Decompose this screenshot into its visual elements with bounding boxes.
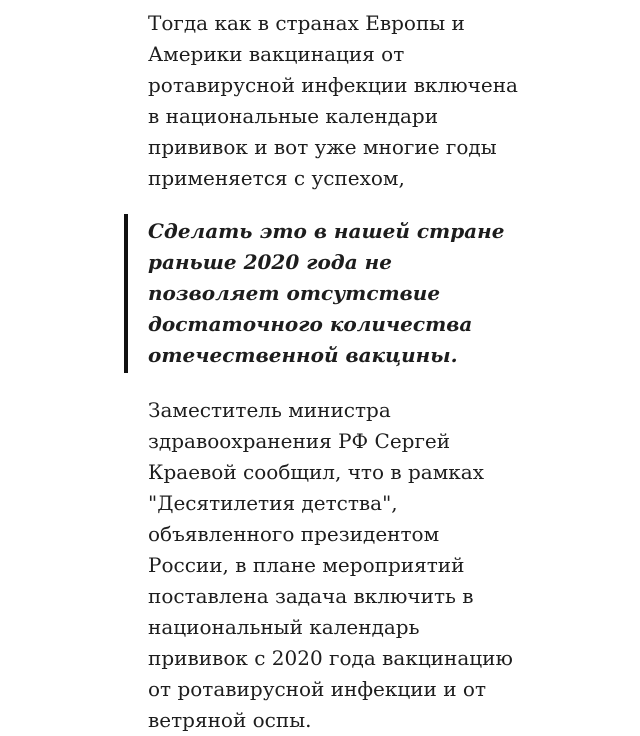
pull-quote-text: Сделать это в нашей стране раньше 2020 года не позволяет отсутствие достаточного количества отечественной вакцины. <box>148 219 505 367</box>
article-text-column <box>148 8 520 736</box>
paragraph-intro: Тогда как в странах Европы и Америки вакцинация от ротавирусной инфекции включена в национальные календари прививок и вот уже многие годы применяется с успехом, <box>148 11 518 190</box>
pull-quote <box>124 214 520 373</box>
paragraph-body: Заместитель министра здравоохранения РФ Сергей Краевой сообщил, что в рамках "Десятилетия детства", объявленного президентом России, в плане мероприятий поставлена задача включить в национальный календарь прививок с 2020 года вакцинацию от ротавирусной инфекции и от ветряной оспы. <box>148 398 513 732</box>
